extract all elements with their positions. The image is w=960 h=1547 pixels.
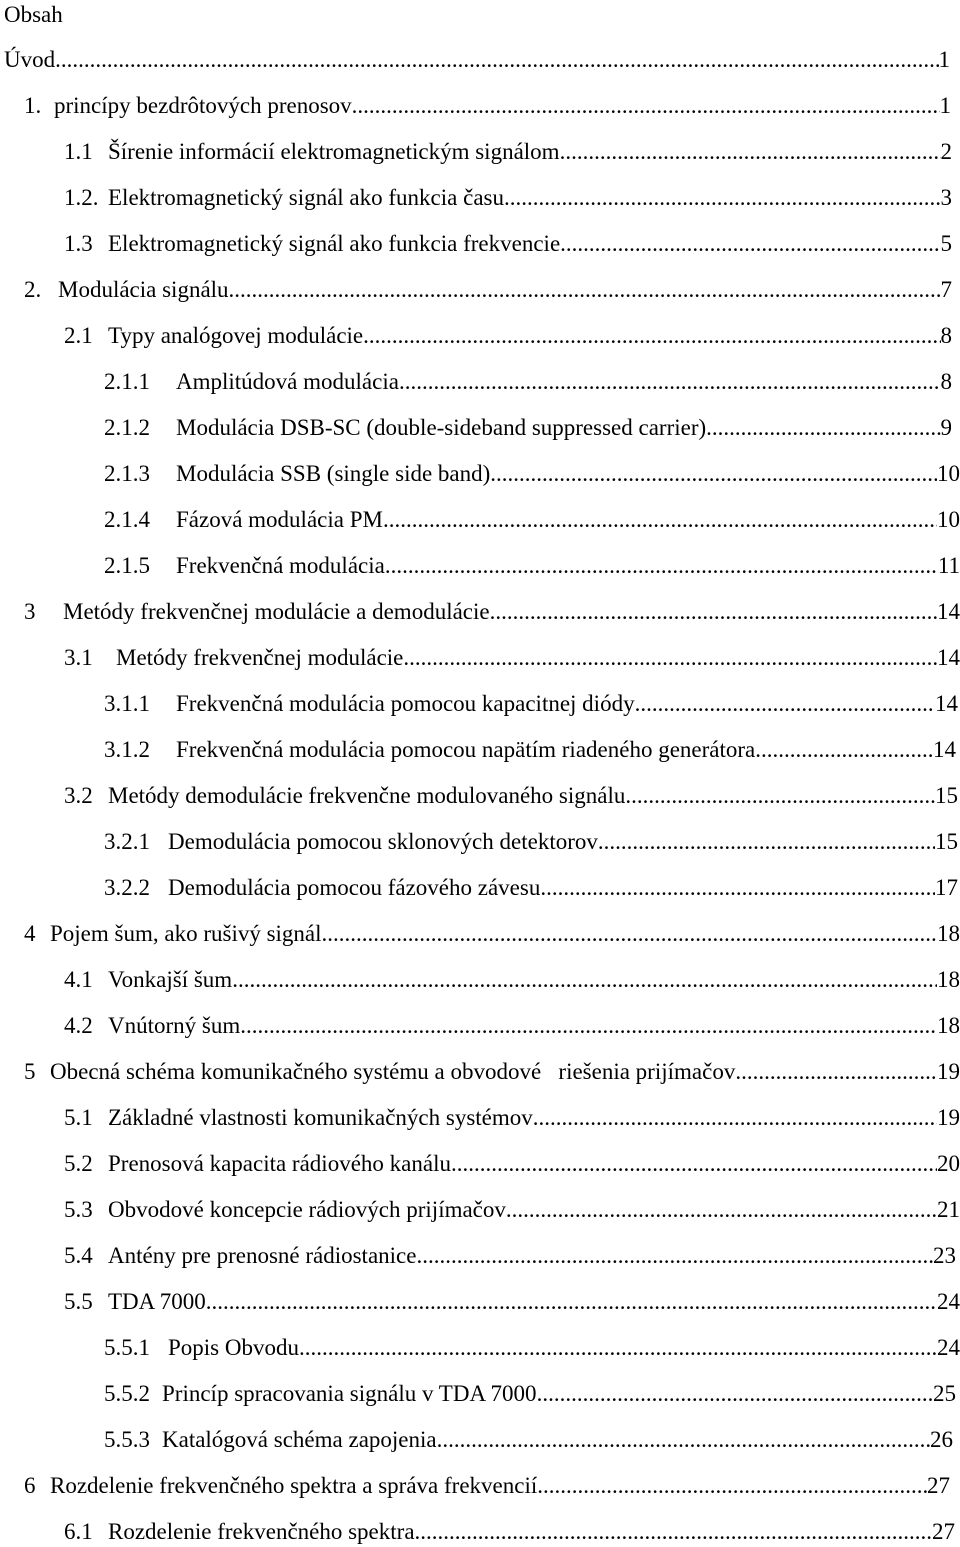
toc-entry[interactable]	[24, 1471, 950, 1501]
toc-page-number: 25	[933, 1381, 956, 1406]
toc-entry-number: 1.2.	[64, 185, 99, 210]
toc-entry-title: Rozdelenie frekvenčného spektra	[108, 1519, 415, 1544]
toc-dot-leader	[437, 1425, 930, 1455]
toc-entry-number: 3.1.2	[104, 737, 150, 762]
toc-page-number: 19	[937, 1105, 960, 1130]
toc-page-number: 23	[933, 1243, 956, 1268]
toc-entry-number: 6	[24, 1473, 36, 1498]
toc-title: Obsah	[4, 2, 63, 27]
toc-entry-title: Modulácia SSB (single side band)	[176, 461, 491, 486]
toc-entry[interactable]	[24, 275, 952, 305]
toc-page-number: 2	[940, 139, 952, 164]
toc-entry-number: 2.1.4	[104, 507, 150, 532]
toc-entry-title: Vonkajší šum	[108, 967, 233, 992]
toc-entry-title: Frekvenčná modulácia	[176, 553, 385, 578]
toc-entry[interactable]	[24, 91, 951, 121]
toc-entry[interactable]	[104, 1379, 956, 1409]
toc-page-number: 14	[933, 737, 956, 762]
toc-entry[interactable]	[64, 1241, 956, 1271]
toc-entry-title: Princíp spracovania signálu v TDA 7000	[162, 1381, 537, 1406]
toc-entry-number: 2.1.3	[104, 461, 150, 486]
toc-entry-title: Frekvenčná modulácia pomocou kapacitnej diódy	[176, 691, 635, 716]
toc-page-number: 7	[940, 277, 952, 302]
toc-entry-number: 3.1	[64, 645, 93, 670]
toc-entry[interactable]	[104, 689, 958, 719]
toc-dot-leader	[383, 505, 937, 535]
toc-page-number: 8	[940, 369, 952, 394]
toc-entry-title: Frekvenčná modulácia pomocou napätím riadeného generátora	[176, 737, 756, 762]
toc-dot-leader	[706, 413, 940, 443]
toc-page-number: 15	[935, 783, 958, 808]
toc-dot-leader	[451, 1149, 937, 1179]
toc-entry-number: 5.5.3	[104, 1427, 150, 1452]
toc-page-number: 18	[937, 967, 960, 992]
toc-entry-number: 4	[24, 921, 36, 946]
toc-entry[interactable]	[64, 1011, 960, 1041]
toc-entry[interactable]	[104, 459, 960, 489]
toc-dot-leader	[352, 91, 940, 121]
toc-entry-number: 2.1.5	[104, 553, 150, 578]
toc-entry-number: 2.1	[64, 323, 93, 348]
toc-entry-title: TDA 7000	[108, 1289, 206, 1314]
toc-page-number: 15	[935, 829, 958, 854]
toc-entry-title: Demodulácia pomocou sklonových detektorov	[168, 829, 598, 854]
toc-entry[interactable]	[64, 1149, 960, 1179]
toc-entry-number: 3.2	[64, 783, 93, 808]
toc-entry-number: 5	[24, 1059, 36, 1084]
toc-entry-number: 4.1	[64, 967, 93, 992]
toc-page-number: 10	[937, 461, 960, 486]
toc-page-number: 14	[937, 599, 960, 624]
toc-page-number: 9	[940, 415, 952, 440]
toc-page-number: 26	[930, 1427, 953, 1452]
toc-dot-leader	[735, 1057, 937, 1087]
toc-entry[interactable]	[24, 1057, 960, 1087]
toc-page-number: 5	[940, 231, 952, 256]
toc-page-number: 24	[937, 1335, 960, 1360]
toc-page-number: 11	[937, 553, 960, 578]
toc-dot-leader	[363, 321, 940, 351]
toc-entry-title: Metódy frekvenčnej modulácie	[116, 645, 404, 670]
toc-entry-number: 3.2.1	[104, 829, 150, 854]
toc-dot-leader	[635, 689, 935, 719]
toc-entry-number: 4.2	[64, 1013, 93, 1038]
toc-entry-number: 5.5.1	[104, 1335, 150, 1360]
toc-entry[interactable]	[104, 827, 958, 857]
toc-page-number: 21	[937, 1197, 960, 1222]
toc-entry[interactable]	[104, 505, 960, 535]
toc-page-number: 17	[935, 875, 958, 900]
toc-dot-leader	[232, 965, 937, 995]
toc-entry-title: Vnútorný šum	[108, 1013, 241, 1038]
toc-dot-leader	[625, 781, 935, 811]
toc-dot-leader	[506, 1195, 937, 1225]
toc-entry-number: 1.3	[64, 231, 93, 256]
toc-page-number: 1	[939, 93, 951, 118]
toc-entry-number: 5.2	[64, 1151, 93, 1176]
toc-dot-leader	[755, 735, 933, 765]
toc-entry[interactable]	[64, 643, 960, 673]
toc-entry-number: 3.2.2	[104, 875, 150, 900]
toc-page-number: 18	[937, 921, 960, 946]
toc-dot-leader	[415, 1517, 932, 1547]
toc-entry-title: Úvod	[4, 47, 56, 72]
toc-page-number: 3	[940, 185, 952, 210]
toc-dot-leader	[206, 1287, 937, 1317]
toc-entry-number: 5.5.2	[104, 1381, 150, 1406]
toc-entry-title: Pojem šum, ako rušivý signál	[50, 921, 322, 946]
toc-dot-leader	[416, 1241, 933, 1271]
toc-dot-leader	[385, 551, 938, 581]
toc-entry-title: Metódy frekvenčnej modulácie a demodulácie	[63, 599, 490, 624]
toc-entry[interactable]	[64, 229, 952, 259]
toc-page-number: 10	[937, 507, 960, 532]
toc-page-number: 27	[932, 1519, 955, 1544]
toc-dot-leader	[490, 597, 937, 627]
toc-entry-title: Obecná schéma komunikačného systému a obvodové riešenia prijímačov	[50, 1059, 736, 1084]
toc-dot-leader	[537, 1471, 927, 1501]
toc-entry-title: Katalógová schéma zapojenia	[162, 1427, 437, 1452]
toc-entry[interactable]	[64, 781, 958, 811]
toc-entry-number: 5.3	[64, 1197, 93, 1222]
toc-page-number: 27	[927, 1473, 950, 1498]
toc-entry-number: 1.	[24, 93, 42, 118]
toc-entry-title: Demodulácia pomocou fázového závesu	[168, 875, 541, 900]
toc-entry-title: Typy analógovej modulácie	[108, 323, 364, 348]
toc-entry[interactable]	[104, 873, 958, 903]
toc-dot-leader	[560, 137, 941, 167]
toc-page-number: 14	[935, 691, 958, 716]
toc-entry-title: Modulácia DSB-SC (double-sideband suppressed carrier)	[176, 415, 707, 440]
toc-dot-leader	[537, 1379, 933, 1409]
toc-page-number: 1	[938, 47, 950, 72]
toc-dot-leader	[504, 183, 941, 213]
toc-dot-leader	[299, 1333, 937, 1363]
toc-entry-title: Antény pre prenosné rádiostanice	[108, 1243, 417, 1268]
toc-entry-title: Šírenie informácií elektromagnetickým signálom	[108, 139, 560, 164]
toc-entry-number: 6.1	[64, 1519, 93, 1544]
toc-entry[interactable]	[64, 137, 952, 167]
toc-dot-leader	[598, 827, 935, 857]
toc-entry-title: Obvodové koncepcie rádiových prijímačov	[108, 1197, 506, 1222]
toc-entry-number: 2.1.1	[104, 369, 150, 394]
toc-entry-title: Fázová modulácia PM	[176, 507, 383, 532]
toc-entry-number: 5.5	[64, 1289, 93, 1314]
toc-entry-number: 3.1.1	[104, 691, 150, 716]
toc-entry[interactable]	[104, 1333, 960, 1363]
toc-dot-leader	[240, 1011, 937, 1041]
toc-entry-number: 3	[24, 599, 36, 624]
toc-page-number: 20	[937, 1151, 960, 1176]
toc-entry[interactable]	[104, 735, 956, 765]
toc-dot-leader	[322, 919, 937, 949]
toc-entry[interactable]	[64, 1103, 960, 1133]
toc-dot-leader	[55, 45, 938, 75]
toc-dot-leader	[403, 643, 937, 673]
toc-entry-number: 2.	[24, 277, 42, 302]
toc-entry-title: Modulácia signálu	[58, 277, 229, 302]
toc-dot-leader	[560, 229, 940, 259]
toc-page-number: 8	[940, 323, 952, 348]
toc-entry-title: Popis Obvodu	[168, 1335, 299, 1360]
toc-entry[interactable]	[4, 45, 950, 75]
toc-page-number: 24	[937, 1289, 960, 1314]
toc-entry-number: 2.1.2	[104, 415, 150, 440]
toc-entry[interactable]	[104, 413, 952, 443]
toc-entry[interactable]	[64, 183, 952, 213]
toc-dot-leader	[490, 459, 937, 489]
toc-entry-number: 5.1	[64, 1105, 93, 1130]
toc-entry-title: Prenosová kapacita rádiového kanálu	[108, 1151, 451, 1176]
toc-entry-title: Základné vlastnosti komunikačných systémov	[108, 1105, 533, 1130]
toc-entry[interactable]	[64, 1195, 960, 1225]
toc-entry[interactable]	[64, 321, 952, 351]
toc-entry[interactable]	[104, 367, 952, 397]
toc-entry-number: 1.1	[64, 139, 93, 164]
toc-entry[interactable]	[104, 551, 960, 581]
toc-entry[interactable]	[64, 965, 960, 995]
toc-entry[interactable]	[64, 1287, 960, 1317]
toc-entry-number: 5.4	[64, 1243, 93, 1268]
toc-page-number: 18	[937, 1013, 960, 1038]
toc-dot-leader	[399, 367, 941, 397]
toc-entry-title: Elektromagnetický signál ako funkcia času	[108, 185, 504, 210]
toc-page-number: 19	[937, 1059, 960, 1084]
toc-page-number: 14	[937, 645, 960, 670]
toc-entry-title: Amplitúdová modulácia	[176, 369, 399, 394]
toc-entry-title: Rozdelenie frekvenčného spektra a správa frekvencií	[50, 1473, 538, 1498]
toc-dot-leader	[229, 275, 941, 305]
toc-entry[interactable]	[24, 597, 960, 627]
toc-dot-leader	[533, 1103, 937, 1133]
toc-entry-title: Metódy demodulácie frekvenčne modulovaného signálu	[108, 783, 626, 808]
toc-entry-title: princípy bezdrôtových prenosov	[54, 93, 352, 118]
toc-entry[interactable]	[24, 919, 960, 949]
toc-entry-title: Elektromagnetický signál ako funkcia frekvencie	[108, 231, 561, 256]
toc-entry[interactable]	[64, 1517, 955, 1547]
toc-entry[interactable]	[104, 1425, 953, 1455]
toc-dot-leader	[540, 873, 935, 903]
